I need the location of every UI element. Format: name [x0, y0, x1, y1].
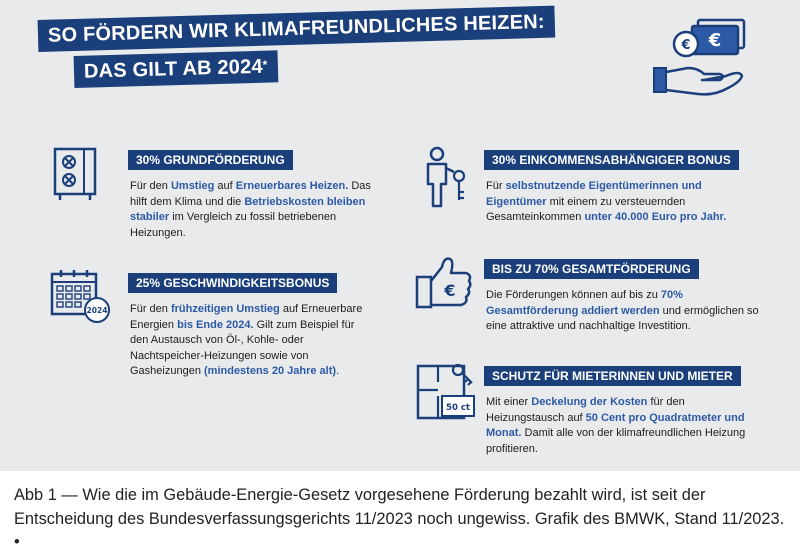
- text-geschw-2: auf Erneuerbare Energien: [130, 303, 363, 331]
- heading-geschwindigkeitsbonus: 25% GESCHWINDIGKEITSBONUS: [128, 273, 337, 293]
- euro-note-glyph: €: [708, 30, 722, 51]
- text-mieterschutz: [486, 395, 758, 457]
- text-grund-2: auf: [214, 180, 236, 192]
- text-geschw-4: .: [336, 365, 340, 378]
- highlight-erneuerbares-heizen: Erneuerbares Heizen.: [235, 180, 349, 192]
- money-hand-icon: [648, 18, 748, 100]
- person-key-icon: [424, 146, 470, 210]
- text-geschwindigkeitsbonus: [130, 302, 372, 380]
- calendar-year-label: 2024: [86, 306, 108, 315]
- thumbs-euro-glyph: €: [444, 281, 456, 300]
- text-eink-2: mit einem zu versteuernden Gesamteinkommen: [486, 195, 686, 224]
- heading-grundfoerderung: 30% GRUNDFÖRDERUNG: [128, 150, 293, 170]
- highlight-bis-ende-2024: bis Ende 2024.: [177, 318, 254, 331]
- highlight-fruehzeitiger-umstieg: frühzeitigen Umstieg: [170, 303, 280, 315]
- highlight-deckelung: Deckelung der Kosten: [531, 396, 648, 408]
- title-line1-text: SO FÖRDERN WIR KLIMAFREUNDLICHES HEIZEN:: [47, 10, 546, 47]
- text-grundfoerderung: [130, 179, 375, 241]
- text-gesamtfoerderung: [486, 288, 764, 335]
- highlight-selbstnutzende-eigentuemer: selbstnutzende Eigentümerinnen und Eigentümer: [486, 180, 702, 208]
- title-banner-line2: [74, 50, 278, 88]
- text-gesamt-2: und ermöglichen so eine attraktive und nachhaltige Investition.: [486, 304, 759, 333]
- text-mieter-1: Mit einer: [486, 396, 532, 408]
- text-grund-1: Für den: [130, 180, 171, 192]
- text-geschw-1: Für den: [130, 303, 171, 315]
- title-banner-line1: [38, 6, 556, 52]
- heading-mieterschutz: SCHUTZ FÜR MIETERINNEN UND MIETER: [484, 366, 741, 386]
- text-mieter-2: für den Heizungstausch auf: [486, 396, 685, 424]
- highlight-unter-40000: unter 40.000 Euro pro Jahr.: [584, 211, 727, 224]
- euro-coin-glyph: €: [681, 38, 691, 53]
- heading-gesamtfoerderung: BIS ZU 70% GESAMTFÖRDERUNG: [484, 259, 699, 279]
- text-einkommensbonus: [486, 179, 758, 226]
- apartment-price-tag: 50 ct: [446, 403, 470, 413]
- text-grund-3: Das hilft dem Klima und die: [130, 180, 371, 208]
- highlight-50-cent: 50 Cent pro Quadratmeter und Monat.: [486, 411, 745, 440]
- text-eink-1: Für: [486, 180, 506, 192]
- text-gesamt-1: Die Förderungen können auf bis zu: [486, 289, 661, 301]
- text-mieter-3: Damit alle von der klimafreundlichen Heizung profitieren.: [486, 427, 746, 455]
- text-geschw-3: Gilt zum Beispiel für den Austausch von Öl-, Kohle- oder Nachtspeicher-Heizungen sowie von Gasheizungen: [130, 318, 355, 378]
- apartment-key-icon: [414, 362, 478, 424]
- text-grund-4: im Vergleich zu fossil betriebenen Heizungen.: [130, 211, 337, 239]
- thumbs-up-euro-icon: [414, 255, 474, 311]
- highlight-betriebskosten: Betriebskosten bleiben stabiler: [130, 195, 366, 224]
- highlight-70-gesamtfoerderung: 70% Gesamtförderung addiert werden: [486, 289, 683, 317]
- calendar-2024-icon: [49, 268, 111, 324]
- heating-boiler-icon: [51, 146, 99, 202]
- highlight-umstieg: Umstieg: [170, 180, 215, 192]
- title-asterisk: *: [262, 57, 268, 72]
- title-line2-text: DAS GILT AB 2024: [83, 55, 264, 83]
- highlight-mindestens-20-jahre: (mindestens 20 Jahre alt): [204, 365, 337, 378]
- figure-caption: Abb 1 — Wie die im Gebäude-Energie-Gesetz vorgesehene Förderung bezahlt wird, ist seit der Entscheidung des Bundesverfassungsgerichts 11/2023 noch ungewiss. Grafik des BMWK, Stand 11/2023. •: [14, 486, 785, 551]
- heading-einkommensbonus: 30% EINKOMMENSABHÄNGIGER BONUS: [484, 150, 739, 170]
